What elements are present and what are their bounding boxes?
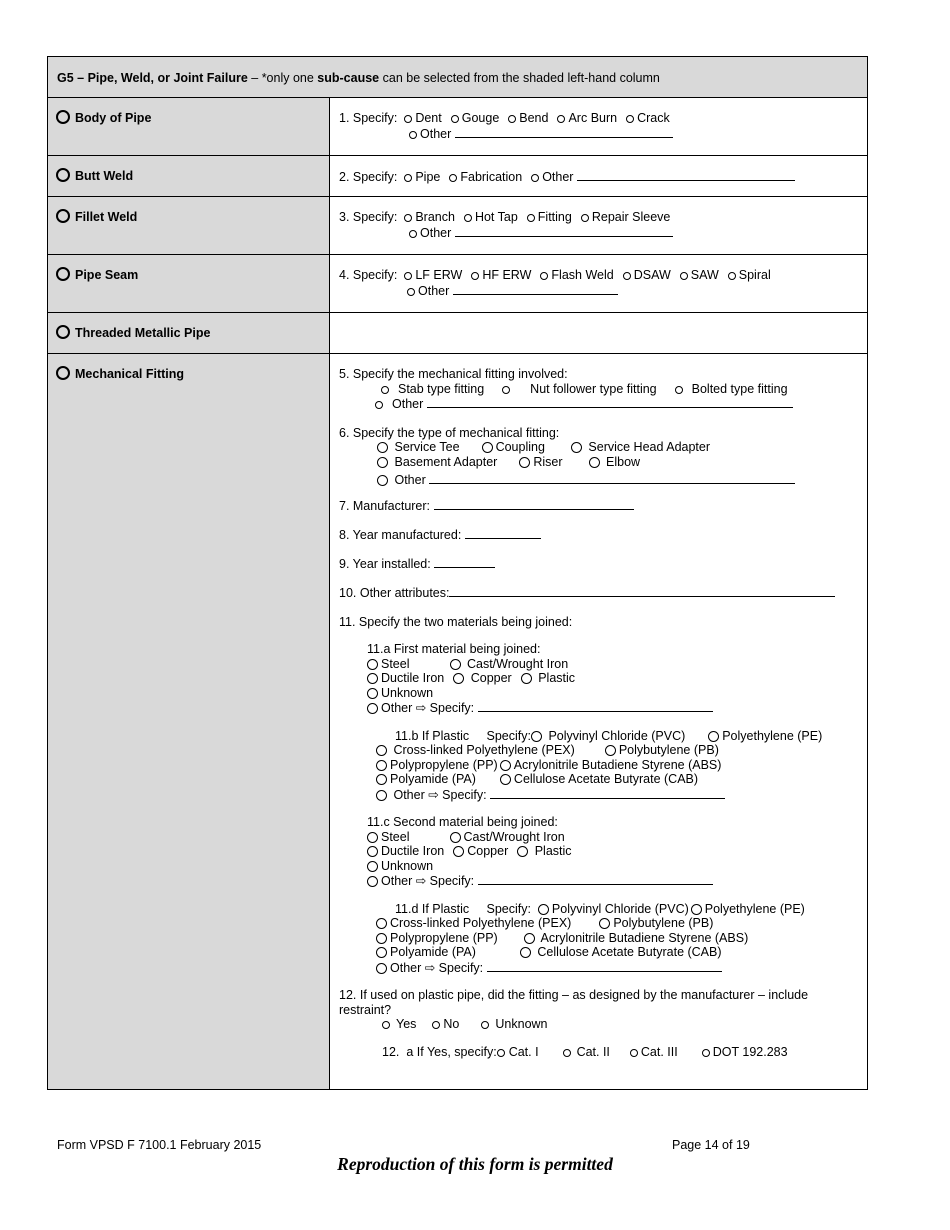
radio-icon[interactable] xyxy=(464,214,472,222)
radio-icon[interactable] xyxy=(589,457,600,468)
radio-icon[interactable] xyxy=(497,1049,505,1057)
opt-abs[interactable]: Acrylonitrile Butadiene Styrene (ABS) xyxy=(500,758,722,772)
opt-elbow[interactable]: Elbow xyxy=(589,455,641,469)
note-post: can be selected from the shaded left-hand column xyxy=(379,71,660,85)
radio-icon[interactable] xyxy=(377,457,388,468)
radio-icon[interactable] xyxy=(728,272,736,280)
q5: 5. Specify the mechanical fitting involved: Stab type fitting Nut follower type fitting Bolted type fitting Other xyxy=(339,367,858,412)
radio-icon[interactable] xyxy=(56,267,70,281)
radio-icon[interactable] xyxy=(404,272,412,280)
radio-icon[interactable] xyxy=(471,272,479,280)
mechanical-fitting-questions xyxy=(330,354,867,1089)
radio-icon[interactable] xyxy=(599,918,610,929)
opt-plastic[interactable]: Plastic xyxy=(517,844,571,858)
q11d: 11.d If Plastic Specify: Polyvinyl Chloride (PVC) Polyethylene (PE) Cross-linked Polyethylene (PEX) Polybutylene (PB) Polypropylene (PP) Acrylonitrile Butadiene Styrene (ABS) Polyamide (PA) Cellulose Acetate Butyrate (CAB) Other ⇨ Specify: xyxy=(339,902,858,976)
year-manufactured-input[interactable] xyxy=(465,527,541,539)
radio-icon[interactable] xyxy=(376,774,387,785)
radio-icon[interactable] xyxy=(404,214,412,222)
radio-icon[interactable] xyxy=(432,1021,440,1029)
radio-icon[interactable] xyxy=(519,457,530,468)
radio-icon[interactable] xyxy=(527,214,535,222)
opt-cast-iron[interactable]: Cast/Wrought Iron xyxy=(450,657,569,671)
note-bold: sub-cause xyxy=(317,71,380,85)
section-code: G5 – Pipe, Weld, or Joint Failure xyxy=(57,71,248,85)
opt-nut-follower[interactable]: Nut follower type fitting xyxy=(502,382,656,396)
opt-copper[interactable]: Copper xyxy=(453,671,511,685)
opt-lf-erw[interactable]: LF ERW xyxy=(404,268,462,282)
radio-icon[interactable] xyxy=(450,832,461,843)
opt-basement-adapter[interactable]: Basement Adapter xyxy=(377,455,497,469)
radio-icon[interactable] xyxy=(531,731,542,742)
body-of-pipe-specify: 1. Specify: Dent Gouge Bend Arc Burn Crack Other xyxy=(330,98,867,155)
butt-weld-specify: 2. Specify: Pipe Fabrication Other xyxy=(330,156,867,196)
opt-pp[interactable]: Polypropylene (PP) xyxy=(376,931,498,945)
opt-pb[interactable]: Polybutylene (PB) xyxy=(599,916,713,930)
opt-cab[interactable]: Cellulose Acetate Butyrate (CAB) xyxy=(520,945,722,959)
radio-icon[interactable] xyxy=(502,386,510,394)
radio-icon[interactable] xyxy=(517,846,528,857)
fillet-weld-specify: 3. Specify: Branch Hot Tap Fitting Repair Sleeve Other xyxy=(330,197,867,254)
radio-icon[interactable] xyxy=(56,110,70,124)
radio-icon[interactable] xyxy=(623,272,631,280)
subcause-threaded-metallic-pipe[interactable]: Threaded Metallic Pipe xyxy=(48,313,330,353)
opt-repair-sleeve[interactable]: Repair Sleeve xyxy=(581,210,671,224)
radio-icon[interactable] xyxy=(450,659,461,670)
radio-icon[interactable] xyxy=(500,760,511,771)
row-fillet-weld xyxy=(48,197,867,255)
radio-icon[interactable] xyxy=(409,131,417,139)
radio-icon[interactable] xyxy=(524,933,535,944)
opt-spiral[interactable]: Spiral xyxy=(728,268,771,282)
radio-icon[interactable] xyxy=(382,1021,390,1029)
radio-icon[interactable] xyxy=(376,963,387,974)
opt-yes[interactable]: Yes xyxy=(382,1017,416,1031)
opt-steel[interactable]: Steel xyxy=(367,830,410,844)
year-installed-input[interactable] xyxy=(434,556,495,568)
opt-riser[interactable]: Riser xyxy=(519,455,562,469)
pipe-seam-specify: 4. Specify: LF ERW HF ERW Flash Weld DSAW SAW Spiral Other xyxy=(330,255,867,312)
opt-cab[interactable]: Cellulose Acetate Butyrate (CAB) xyxy=(500,772,698,786)
opt-pex[interactable]: Cross-linked Polyethylene (PEX) xyxy=(376,916,571,930)
opt-pp[interactable]: Polypropylene (PP) xyxy=(376,758,498,772)
radio-icon[interactable] xyxy=(571,442,582,453)
radio-icon[interactable] xyxy=(404,174,412,182)
opt-saw[interactable]: SAW xyxy=(680,268,719,282)
opt-other[interactable]: Other xyxy=(531,170,795,184)
radio-icon[interactable] xyxy=(702,1049,710,1057)
radio-icon[interactable] xyxy=(451,115,459,123)
radio-icon[interactable] xyxy=(481,1021,489,1029)
radio-icon[interactable] xyxy=(680,272,688,280)
opt-hot-tap[interactable]: Hot Tap xyxy=(464,210,518,224)
reproduction-notice: Reproduction of this form is permitted xyxy=(337,1154,613,1174)
q9: 9. Year installed: xyxy=(339,556,858,572)
other-input[interactable] xyxy=(455,225,673,237)
radio-icon[interactable] xyxy=(376,947,387,958)
other-input[interactable] xyxy=(487,960,722,972)
radio-icon[interactable] xyxy=(508,115,516,123)
opt-pipe[interactable]: Pipe xyxy=(404,170,440,184)
other-input[interactable] xyxy=(453,283,618,295)
opt-other[interactable]: Other xyxy=(339,283,858,299)
opt-unknown[interactable]: Unknown xyxy=(481,1017,547,1031)
row-body-of-pipe xyxy=(48,98,867,156)
opt-ductile-iron[interactable]: Ductile Iron xyxy=(367,844,444,858)
radio-icon[interactable] xyxy=(367,659,378,670)
opt-dent[interactable]: Dent xyxy=(404,111,441,125)
other-input[interactable] xyxy=(490,787,725,799)
opt-cat-3[interactable]: Cat. III xyxy=(630,1045,678,1059)
threaded-empty xyxy=(330,313,867,353)
q6: 6. Specify the type of mechanical fitting: Service Tee Coupling Service Head Adapter Basement Adapter Riser Elbow Other xyxy=(339,426,858,488)
opt-pb[interactable]: Polybutylene (PB) xyxy=(605,743,719,757)
opt-flash-weld[interactable]: Flash Weld xyxy=(540,268,613,282)
note-pre: – *only one xyxy=(247,71,318,85)
radio-icon[interactable] xyxy=(675,386,683,394)
radio-icon[interactable] xyxy=(367,688,378,699)
opt-gouge[interactable]: Gouge xyxy=(451,111,500,125)
radio-icon[interactable] xyxy=(563,1049,571,1057)
form-id: Form VPSD F 7100.1 February 2015 xyxy=(57,1138,262,1152)
q10: 10. Other attributes: xyxy=(339,585,858,601)
radio-icon[interactable] xyxy=(375,401,383,409)
radio-icon[interactable] xyxy=(409,230,417,238)
manufacturer-input[interactable] xyxy=(434,498,634,510)
radio-icon[interactable] xyxy=(56,366,70,380)
opt-cat-1[interactable]: Cat. I xyxy=(497,1045,539,1059)
opt-other[interactable]: Other xyxy=(339,126,858,142)
subcause-butt-weld[interactable]: Butt Weld xyxy=(48,156,330,196)
q11b: 11.b If Plastic Specify: Polyvinyl Chloride (PVC) Polyethylene (PE) Cross-linked Polyethylene (PEX) Polybutylene (PB) Polypropylene (PP) Acrylonitrile Butadiene Styrene (ABS) Polyamide (PA) Cellulose Acetate Butyrate (CAB) Other ⇨ Specify: xyxy=(339,729,858,803)
opt-service-tee[interactable]: Service Tee xyxy=(377,440,460,454)
radio-icon[interactable] xyxy=(404,115,412,123)
opt-fabrication[interactable]: Fabrication xyxy=(449,170,522,184)
g5-form-table xyxy=(47,56,868,1090)
radio-icon[interactable] xyxy=(367,832,378,843)
radio-icon[interactable] xyxy=(449,174,457,182)
opt-hf-erw[interactable]: HF ERW xyxy=(471,268,531,282)
opt-unknown[interactable]: Unknown xyxy=(367,686,858,701)
other-input[interactable] xyxy=(478,700,713,712)
section-header xyxy=(48,57,867,98)
q12: 12. If used on plastic pipe, did the fitting – as designed by the manufacturer – include restraint? Yes No Unknown xyxy=(339,988,809,1031)
opt-abs[interactable]: Acrylonitrile Butadiene Styrene (ABS) xyxy=(524,931,749,945)
opt-bolted-type[interactable]: Bolted type fitting xyxy=(675,382,788,396)
opt-other-specify[interactable]: Other ⇨ Specify: xyxy=(367,873,858,889)
radio-icon[interactable] xyxy=(376,933,387,944)
opt-steel[interactable]: Steel xyxy=(367,657,410,671)
opt-arc-burn[interactable]: Arc Burn xyxy=(557,111,617,125)
opt-branch[interactable]: Branch xyxy=(404,210,455,224)
radio-icon[interactable] xyxy=(531,174,539,182)
opt-no[interactable]: No xyxy=(432,1017,459,1031)
subcause-mechanical-fitting[interactable]: Mechanical Fitting xyxy=(48,354,330,1089)
q11a: 11.a First material being joined: Steel Cast/Wrought Iron Ductile Iron Copper Plastic Unknown Other ⇨ Specify: xyxy=(339,642,858,716)
radio-icon[interactable] xyxy=(540,272,548,280)
radio-icon[interactable] xyxy=(367,703,378,714)
opt-pvc[interactable]: Polyvinyl Chloride (PVC) xyxy=(538,902,689,916)
radio-icon[interactable] xyxy=(381,386,389,394)
radio-icon[interactable] xyxy=(538,904,549,915)
radio-icon[interactable] xyxy=(367,846,378,857)
opt-stab-type[interactable]: Stab type fitting xyxy=(381,382,484,396)
radio-icon[interactable] xyxy=(453,846,464,857)
opt-bend[interactable]: Bend xyxy=(508,111,548,125)
radio-icon[interactable] xyxy=(557,115,565,123)
opt-ductile-iron[interactable]: Ductile Iron xyxy=(367,671,444,685)
radio-icon[interactable] xyxy=(56,168,70,182)
opt-other-specify[interactable]: Other ⇨ Specify: xyxy=(367,700,858,716)
radio-icon[interactable] xyxy=(482,442,493,453)
opt-pa[interactable]: Polyamide (PA) xyxy=(376,945,476,959)
opt-pvc[interactable]: Polyvinyl Chloride (PVC) xyxy=(531,729,685,743)
other-attributes-input[interactable] xyxy=(449,585,835,597)
radio-icon[interactable] xyxy=(407,288,415,296)
opt-cast-iron[interactable]: Cast/Wrought Iron xyxy=(450,830,565,844)
radio-icon[interactable] xyxy=(708,731,719,742)
radio-icon[interactable] xyxy=(377,475,388,486)
radio-icon[interactable] xyxy=(626,115,634,123)
opt-unknown[interactable]: Unknown xyxy=(367,859,858,874)
radio-icon[interactable] xyxy=(581,214,589,222)
subcause-fillet-weld[interactable]: Fillet Weld xyxy=(48,197,330,254)
opt-fitting[interactable]: Fitting xyxy=(527,210,572,224)
radio-icon[interactable] xyxy=(56,209,70,223)
other-input[interactable] xyxy=(478,873,713,885)
radio-icon[interactable] xyxy=(500,774,511,785)
opt-other[interactable]: Other xyxy=(339,225,858,241)
opt-plastic[interactable]: Plastic xyxy=(521,671,575,685)
row-butt-weld xyxy=(48,156,867,197)
radio-icon[interactable] xyxy=(376,745,387,756)
radio-icon[interactable] xyxy=(376,760,387,771)
radio-icon[interactable] xyxy=(520,947,531,958)
row-threaded xyxy=(48,313,867,354)
other-input[interactable] xyxy=(429,472,795,484)
q11c: 11.c Second material being joined: Steel Cast/Wrought Iron Ductile Iron Copper Plastic Unknown Other ⇨ Specify: xyxy=(339,815,858,889)
q8: 8. Year manufactured: xyxy=(339,527,858,543)
subcause-pipe-seam[interactable]: Pipe Seam xyxy=(48,255,330,312)
opt-crack[interactable]: Crack xyxy=(626,111,670,125)
opt-copper[interactable]: Copper xyxy=(453,844,508,858)
q12a: 12. a If Yes, specify: Cat. I Cat. II Cat. III DOT 192.283 xyxy=(382,1044,788,1059)
q5-other[interactable]: Other xyxy=(339,396,858,412)
opt-pex[interactable]: Cross-linked Polyethylene (PEX) xyxy=(376,743,575,757)
opt-dot-192-283[interactable]: DOT 192.283 xyxy=(702,1045,788,1059)
opt-pe[interactable]: Polyethylene (PE) xyxy=(708,729,822,743)
opt-pe[interactable]: Polyethylene (PE) xyxy=(691,902,805,916)
opt-coupling[interactable]: Coupling xyxy=(482,440,545,454)
opt-cat-2[interactable]: Cat. II xyxy=(563,1045,610,1059)
opt-other-specify[interactable]: Other ⇨ Specify: xyxy=(376,960,858,976)
radio-icon[interactable] xyxy=(376,918,387,929)
radio-icon[interactable] xyxy=(691,904,702,915)
row-pipe-seam xyxy=(48,255,867,313)
radio-icon[interactable] xyxy=(630,1049,638,1057)
radio-icon[interactable] xyxy=(56,325,70,339)
other-input[interactable] xyxy=(577,169,795,181)
radio-icon[interactable] xyxy=(605,745,616,756)
page-number: Page 14 of 19 xyxy=(672,1138,750,1152)
radio-icon[interactable] xyxy=(377,442,388,453)
q7: 7. Manufacturer: xyxy=(339,498,858,514)
other-input[interactable] xyxy=(427,396,793,408)
opt-other-specify[interactable]: Other ⇨ Specify: xyxy=(376,787,858,803)
radio-icon[interactable] xyxy=(521,673,532,684)
row-mechanical-fitting xyxy=(48,354,867,1089)
opt-service-head-adapter[interactable]: Service Head Adapter xyxy=(571,440,710,454)
radio-icon[interactable] xyxy=(367,673,378,684)
subcause-body-of-pipe[interactable]: Body of Pipe xyxy=(48,98,330,155)
radio-icon[interactable] xyxy=(367,861,378,872)
other-input[interactable] xyxy=(455,126,673,138)
radio-icon[interactable] xyxy=(367,876,378,887)
radio-icon[interactable] xyxy=(453,673,464,684)
opt-pa[interactable]: Polyamide (PA) xyxy=(376,772,476,786)
opt-dsaw[interactable]: DSAW xyxy=(623,268,671,282)
radio-icon[interactable] xyxy=(376,790,387,801)
q11: 11. Specify the two materials being joined: xyxy=(339,614,573,629)
q6-other[interactable]: Other xyxy=(339,472,858,488)
